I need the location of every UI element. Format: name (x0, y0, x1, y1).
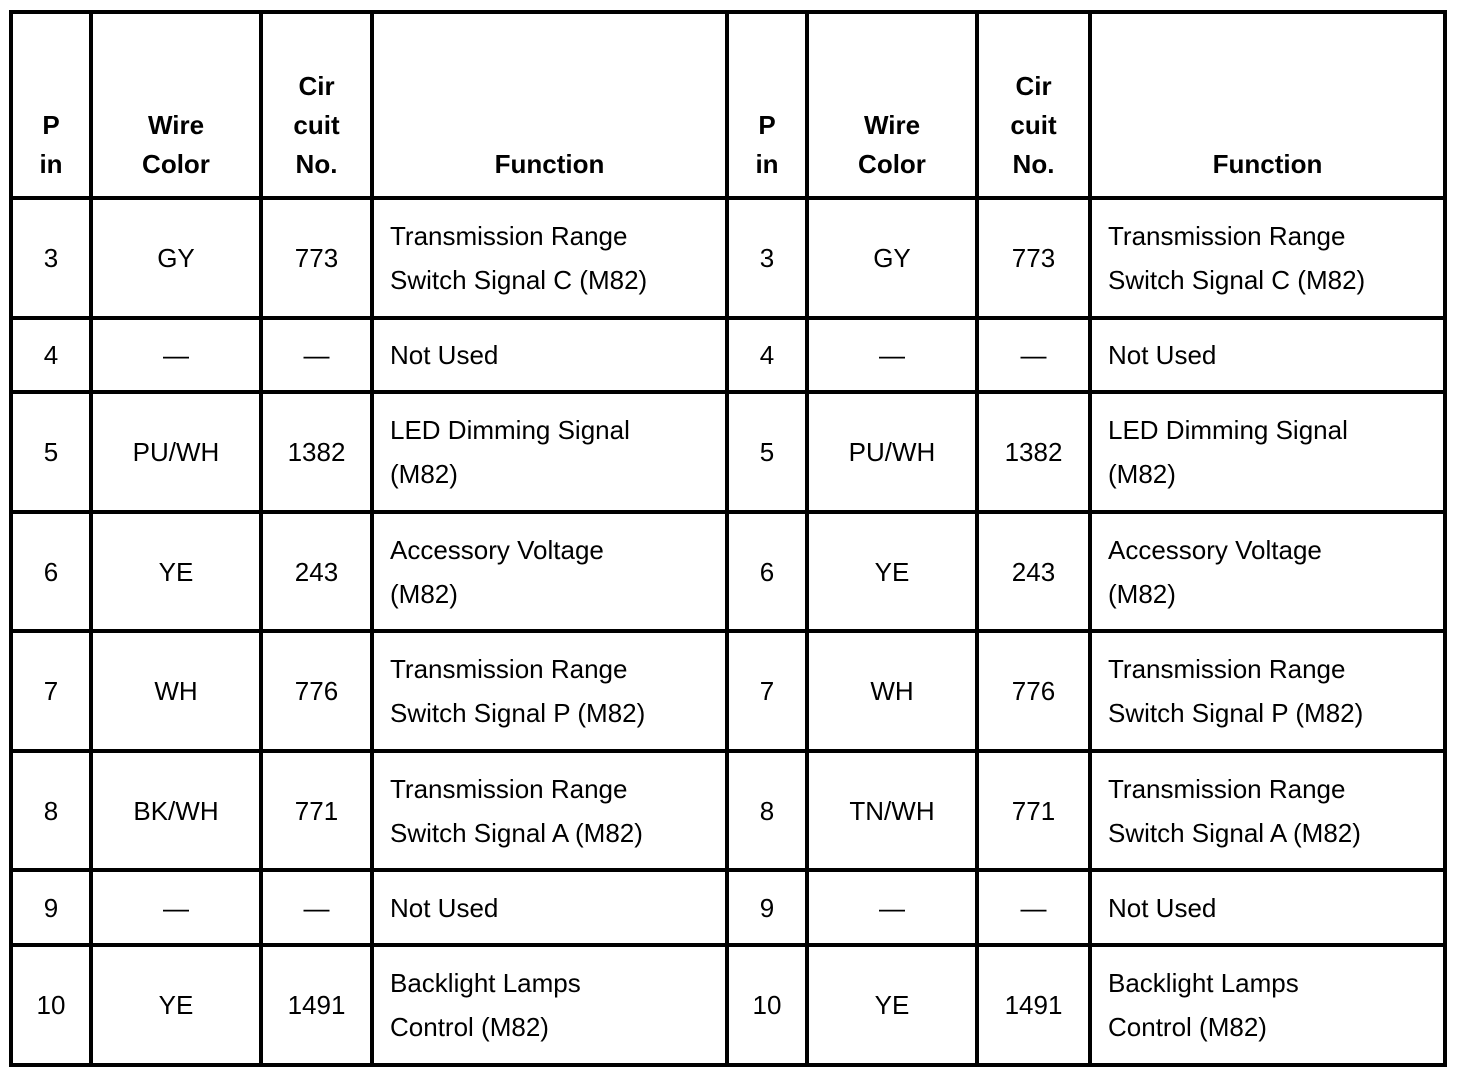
function-line: Switch Signal A (M82) (1108, 817, 1361, 848)
function-line: Switch Signal C (M82) (1108, 265, 1366, 295)
function-line: Not Used (1108, 892, 1217, 923)
wire-color-cell-right: YE (807, 945, 977, 1065)
header-function-left (372, 12, 727, 198)
pin-cell-left: 9 (11, 870, 91, 945)
header-circuit-line-3: No. (1012, 149, 1055, 179)
header-wire-line-2: Color (858, 149, 926, 179)
header-wire-color-left (91, 12, 261, 198)
wire-color-cell-right: — (807, 870, 977, 945)
wire-color-cell-left: — (91, 318, 261, 392)
pin-cell-right: 8 (727, 751, 807, 870)
function-line: Control (M82) (1108, 1012, 1267, 1042)
pin-cell-right: 3 (727, 198, 807, 318)
pin-cell-left: 3 (11, 198, 91, 318)
table-row (11, 318, 1445, 392)
wire-color-cell-right: TN/WH (807, 751, 977, 870)
wire-color-cell-left: PU/WH (91, 392, 261, 512)
header-circuit-line-1: Cir (298, 71, 335, 101)
header-pin-line-2: in (39, 149, 63, 179)
function-cell-right (1090, 512, 1445, 631)
table-row (11, 945, 1445, 1065)
function-cell-right (1090, 318, 1445, 392)
function-line: (M82) (390, 578, 458, 609)
function-line: Transmission Range (390, 773, 628, 804)
function-cell-right (1090, 198, 1445, 318)
function-cell-right (1090, 631, 1445, 751)
circuit-no-cell-right: — (977, 870, 1090, 945)
function-cell-right (1090, 751, 1445, 870)
header-function-right (1090, 12, 1445, 198)
function-cell-left (372, 751, 727, 870)
header-function-line-1: Function (494, 149, 605, 179)
wire-color-cell-right: GY (807, 198, 977, 318)
header-circuit-line-2: cuit (293, 110, 340, 140)
header-pin-line-1: P (758, 110, 776, 140)
function-cell-left (372, 392, 727, 512)
wire-color-cell-left: — (91, 870, 261, 945)
pin-cell-left: 5 (11, 392, 91, 512)
header-pin-line-2: in (755, 149, 779, 179)
circuit-no-cell-left: — (261, 870, 372, 945)
header-wire-line-2: Color (142, 149, 210, 179)
function-cell-left (372, 512, 727, 631)
function-line: LED Dimming Signal (1108, 415, 1348, 445)
wire-color-cell-left: WH (91, 631, 261, 751)
function-line: (M82) (1108, 578, 1176, 609)
table-row (11, 198, 1445, 318)
circuit-no-cell-left: 776 (261, 631, 372, 751)
header-wire-color-right (807, 12, 977, 198)
function-cell-left (372, 198, 727, 318)
table-row (11, 870, 1445, 945)
pin-cell-right: 6 (727, 512, 807, 631)
pin-cell-left: 7 (11, 631, 91, 751)
circuit-no-cell-right: 243 (977, 512, 1090, 631)
wire-color-cell-left: GY (91, 198, 261, 318)
function-cell-right (1090, 945, 1445, 1065)
header-pin-line-1: P (42, 110, 60, 140)
circuit-no-cell-right: 773 (977, 198, 1090, 318)
table-row (11, 631, 1445, 751)
pin-cell-right: 4 (727, 318, 807, 392)
circuit-no-cell-right: 776 (977, 631, 1090, 751)
table-row (11, 392, 1445, 512)
circuit-no-cell-left: — (261, 318, 372, 392)
function-cell-left (372, 945, 727, 1065)
function-line: Switch Signal P (M82) (390, 698, 646, 728)
function-line: Switch Signal P (M82) (1108, 698, 1364, 728)
function-cell-left (372, 870, 727, 945)
function-cell-right (1090, 870, 1445, 945)
function-line: Not Used (390, 340, 499, 370)
circuit-no-cell-left: 243 (261, 512, 372, 631)
circuit-no-cell-left: 1382 (261, 392, 372, 512)
function-line: Control (M82) (390, 1012, 549, 1042)
function-line: Transmission Range (390, 654, 628, 684)
wire-color-cell-right: — (807, 318, 977, 392)
pinout-table (9, 10, 1447, 1067)
wire-color-cell-left: BK/WH (91, 751, 261, 870)
function-line: Accessory Voltage (390, 534, 604, 565)
table-row (11, 751, 1445, 870)
function-line: (M82) (1108, 459, 1176, 489)
function-line: Switch Signal A (M82) (390, 817, 643, 848)
header-wire-line-1: Wire (147, 110, 205, 140)
pin-cell-right: 10 (727, 945, 807, 1065)
header-circuit-line-1: Cir (1015, 71, 1052, 101)
function-line: Transmission Range (1108, 221, 1346, 251)
function-line: Backlight Lamps (1108, 968, 1299, 998)
function-line: Switch Signal C (M82) (390, 265, 648, 295)
wire-color-cell-left: YE (91, 945, 261, 1065)
pin-cell-left: 10 (11, 945, 91, 1065)
wire-color-cell-left: YE (91, 512, 261, 631)
pin-cell-left: 8 (11, 751, 91, 870)
pin-cell-left: 6 (11, 512, 91, 631)
function-line: Transmission Range (1108, 654, 1346, 684)
connector-pinout-document (9, 10, 1447, 1067)
wire-color-cell-right: YE (807, 512, 977, 631)
pin-cell-left: 4 (11, 318, 91, 392)
circuit-no-cell-left: 1491 (261, 945, 372, 1065)
header-circuit-no-right (977, 12, 1090, 198)
circuit-no-cell-right: — (977, 318, 1090, 392)
circuit-no-cell-left: 773 (261, 198, 372, 318)
function-line: Transmission Range (1108, 773, 1346, 804)
header-pin-right (727, 12, 807, 198)
header-circuit-line-2: cuit (1010, 110, 1057, 140)
wire-color-cell-right: PU/WH (807, 392, 977, 512)
function-cell-left (372, 631, 727, 751)
header-pin-left (11, 12, 91, 198)
header-row (11, 12, 1445, 198)
function-cell-right (1090, 392, 1445, 512)
function-line: LED Dimming Signal (390, 415, 630, 445)
circuit-no-cell-right: 1491 (977, 945, 1090, 1065)
function-line: Transmission Range (390, 221, 628, 251)
pin-cell-right: 9 (727, 870, 807, 945)
pin-cell-right: 7 (727, 631, 807, 751)
header-function-line-1: Function (1212, 149, 1323, 179)
header-circuit-no-left (261, 12, 372, 198)
function-cell-left (372, 318, 727, 392)
function-line: Accessory Voltage (1108, 534, 1322, 565)
wire-color-cell-right: WH (807, 631, 977, 751)
function-line: Not Used (1108, 340, 1217, 370)
circuit-no-cell-left: 771 (261, 751, 372, 870)
table-row (11, 512, 1445, 631)
header-wire-line-1: Wire (863, 110, 921, 140)
circuit-no-cell-right: 771 (977, 751, 1090, 870)
circuit-no-cell-right: 1382 (977, 392, 1090, 512)
function-line: Not Used (390, 892, 499, 923)
pin-cell-right: 5 (727, 392, 807, 512)
function-line: (M82) (390, 459, 458, 489)
function-line: Backlight Lamps (390, 968, 581, 998)
header-circuit-line-3: No. (295, 149, 338, 179)
